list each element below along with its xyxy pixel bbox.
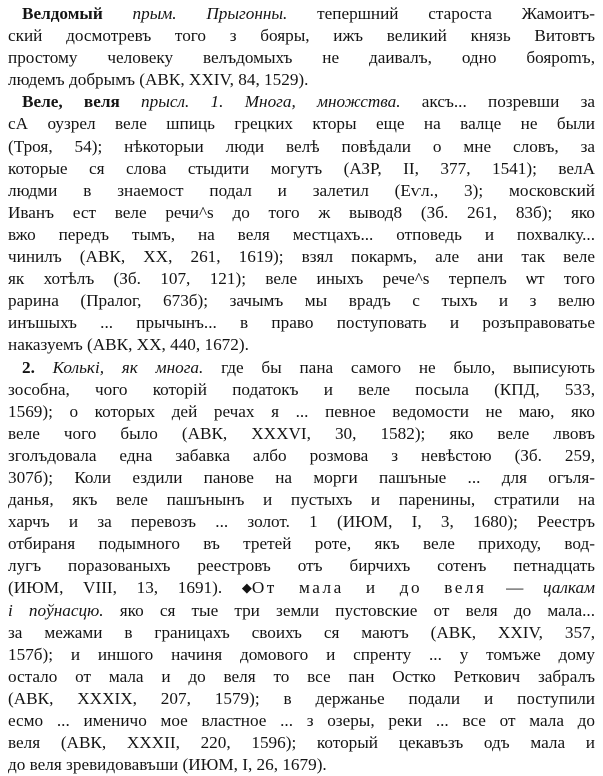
diamond-icon: ◆	[241, 580, 252, 596]
entry2-line-2: сА оузрел веле шпиць грецких кторы еще на валце не были	[8, 114, 595, 134]
entry2-line-1	[8, 91, 595, 113]
phrase-headword: От мала и до веля	[251, 578, 487, 598]
sense2-text-11: (ИЮМ, VIII, 13, 1691).	[8, 578, 223, 598]
entry2-line-6: Иванъ ест веле речи^s до того ж вывод8 (Зб. 261, 83б); яко	[8, 202, 595, 222]
phrase-line-7: веля (АВК, XXXII, 220, 1596); который цекавъзъ одъ мала и	[8, 733, 595, 753]
entry2-line-9: як хотѣлъ (Зб. 107, 121); веле иныхъ рече^s терпелъ ѡт того	[8, 269, 595, 289]
sense2-line-9: отбираня подымного въ третей роте, якъ веле приходу, вод-	[8, 534, 595, 554]
phrase-line-8: до веля зревидовавъши (ИЮМ, I, 26, 1679).	[8, 755, 327, 775]
entry1-label: прым. Прыгонны.	[132, 4, 288, 23]
entry2-line-8: чинилъ (АВК, XX, 261, 1619); взял покармъ, але ани так веле	[8, 247, 595, 267]
entry1-line-2: ский досмотревъ того з бояры, ижъ великий князь Витовтъ	[8, 26, 595, 46]
entry1-line-3: простому человеку велъдомыхъ не даивалъ, одно боярomъ,	[8, 48, 595, 68]
sense2-line-4: веле чого было (АВК, XXXVI, 30, 1582); яко веле лвовъ	[8, 423, 595, 443]
entry1-text-1: тепершний староста Жамоитъ-	[317, 4, 596, 23]
entry2-label: прысл. 1.	[141, 92, 224, 112]
sense2-line-10: лугъ поразованыхъ реестровъ отъ бирчихъ сотенъ петнадцать	[8, 556, 595, 576]
phrase-gloss-a: цалкам	[542, 578, 596, 598]
entry1-line-1	[8, 3, 595, 25]
entry2-sense1-gloss: Многа, множства.	[244, 92, 401, 112]
sense2-number: 2.	[22, 357, 35, 377]
phrase-line-2: за межами в границахъ своихъ ся маютъ (АВК, XXIV, 357,	[8, 622, 595, 642]
entry1-headword: Велдомый	[22, 4, 103, 23]
entry2-line-3: (Троя, 54); нѣкоторыи люди велѣ повѣдали о мне словъ, за	[8, 136, 595, 156]
dictionary-page	[8, 3, 595, 776]
sense2-line-2: зособна, чого которій податокъ и веле посыла (КПД, 533,	[8, 379, 595, 399]
entry2-text-1: аксъ... позревши за	[421, 92, 596, 112]
sense2-line-11: (ИЮМ, VIII, 13, 1691). ◆От мала и до веля — цалкам	[8, 577, 595, 599]
entry2-line-11: инъшыхъ ... прычынъ... в право поступовать и розъправоватье	[8, 313, 595, 333]
phrase-text-1: яко ся тые три земли пустовские от веля до мала...	[119, 600, 595, 620]
sense2-line-7: данья, якъ веле пашънынъ и пустыхъ и паренины, стратили на	[8, 490, 595, 510]
entry1-line-4: людемъ добрымъ (АВК, XXIV, 84, 1529).	[8, 70, 309, 90]
phrase-line-6: есмо ... именичо мое властное ... з озеры, реки ... все от мала до	[8, 711, 595, 730]
entry2-line-10: рарина (Пралог, 673б); зачымъ мы врадъ с тыхъ и з велю	[8, 291, 595, 311]
phrase-line-1	[8, 600, 595, 622]
entry2-line-7: вжо передъ тымъ, на веля местцахъ... отповедь и похвалку...	[8, 224, 595, 244]
entry2-line-5: людми в знаемост подал и залетил (Еѵл., 3); московский	[8, 180, 595, 200]
sense2-line-5: зголъдовала една забавка албо розмова з невѣстою (Зб. 259,	[8, 445, 595, 465]
sense2-line-3: 1569); о которых дей речах я ... певное ведомости не маю, яко	[8, 401, 595, 421]
sense2-text-1: где бы пана самого не было, выписують	[221, 357, 595, 377]
sense2-gloss: Колькі, як многа.	[52, 357, 204, 377]
phrase-line-4: остало от мала и до веля то все пан Остко Реткович забралъ	[8, 666, 595, 686]
sense2-line-1	[8, 357, 595, 379]
sense2-line-8: харчъ и за перевозъ ... золот. 1 (ИЮМ, I, 3, 1680); Реестръ	[8, 512, 595, 532]
entry2-line-12: наказуемъ (АВК, XX, 440, 1672).	[8, 335, 249, 355]
phrase-gloss-b: і поўнасцю.	[8, 600, 104, 620]
sense2-line-6: 307б); Коли ездили панове на морги пашъные ... для огъля-	[8, 467, 595, 487]
entry2-line-4: которые ся слова стыдити могутъ (АЗР, II, 377, 1541); велА	[8, 158, 595, 178]
entry2-headword: Веле, веля	[22, 92, 120, 112]
phrase-line-3: 157б); и иншого начиня домового и спренту ... у томъже дому	[8, 644, 595, 664]
phrase-line-5: (АВК, XXXIX, 207, 1579); в держанье подали и поступили	[8, 688, 595, 708]
